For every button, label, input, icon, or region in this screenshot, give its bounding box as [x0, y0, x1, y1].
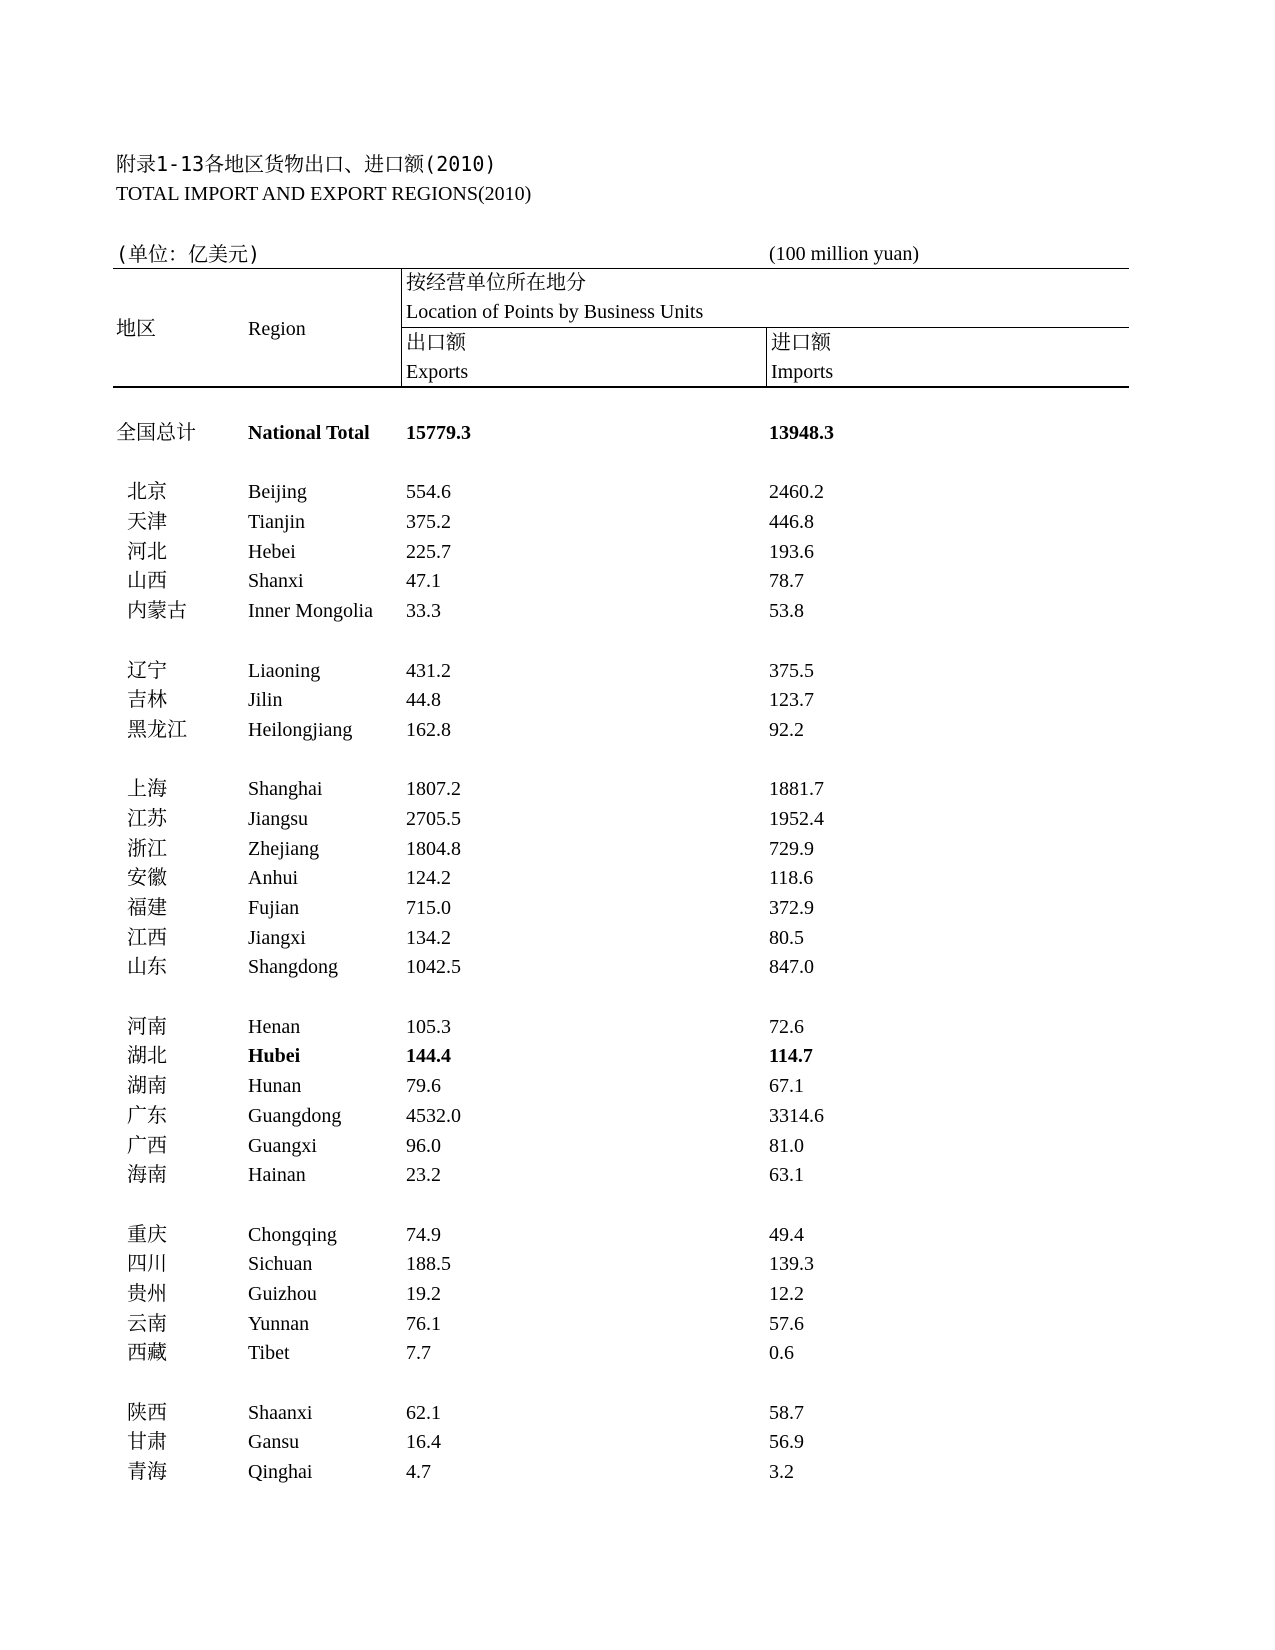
imports-value: 123.7 — [769, 689, 814, 712]
imports-value: 3314.6 — [769, 1104, 824, 1127]
region-name-chinese: 上海 — [127, 778, 167, 801]
imports-value: 12.2 — [769, 1282, 804, 1305]
exports-value: 47.1 — [406, 570, 441, 593]
region-name-english: Heilongjiang — [248, 718, 353, 741]
exports-value: 4.7 — [406, 1461, 431, 1484]
exports-value: 431.2 — [406, 659, 451, 682]
imports-value: 57.6 — [769, 1312, 804, 1335]
region-name-chinese: 黑龙江 — [127, 718, 187, 741]
exports-value: 79.6 — [406, 1075, 441, 1098]
table-row — [113, 1339, 1129, 1369]
region-name-chinese: 江苏 — [127, 807, 167, 830]
imports-value: 72.6 — [769, 1015, 804, 1038]
table-row — [113, 1428, 1129, 1458]
region-name-english: Fujian — [248, 897, 300, 919]
imports-value: 1952.4 — [769, 807, 824, 830]
region-name-chinese: 吉林 — [127, 689, 167, 712]
region-name-chinese: 西藏 — [127, 1342, 167, 1365]
exports-value: 375.2 — [406, 511, 451, 534]
region-name-english: Guangdong — [248, 1104, 342, 1127]
table-row — [113, 953, 1129, 983]
imports-value: 58.7 — [769, 1401, 804, 1424]
region-name-chinese: 陕西 — [127, 1401, 167, 1424]
region-name-chinese: 贵州 — [127, 1282, 167, 1305]
data-table — [113, 419, 1129, 1488]
header-mid-rule — [401, 327, 1129, 328]
table-row — [113, 1310, 1129, 1340]
table-row — [113, 567, 1129, 597]
imports-value: 118.6 — [769, 867, 814, 890]
header-imports-english: Imports — [771, 361, 834, 383]
exports-value: 1042.5 — [406, 956, 461, 979]
region-name-chinese: 全国总计 — [116, 422, 196, 444]
region-name-chinese: 江西 — [127, 926, 167, 949]
region-name-chinese: 山东 — [127, 956, 167, 979]
imports-value: 139.3 — [769, 1253, 814, 1276]
header-group-english: Location of Points by Business Units — [406, 301, 704, 323]
region-name-english: Shaanxi — [248, 1401, 313, 1424]
exports-value: 76.1 — [406, 1312, 441, 1335]
exports-value: 96.0 — [406, 1134, 441, 1157]
imports-value: 92.2 — [769, 718, 804, 741]
region-name-english: National Total — [248, 422, 370, 444]
header-region-chinese: 地区 — [116, 318, 156, 340]
region-name-chinese: 内蒙古 — [127, 600, 187, 623]
region-name-chinese: 广西 — [127, 1134, 167, 1157]
table-row — [113, 597, 1129, 627]
exports-value: 225.7 — [406, 540, 451, 563]
table-row-national-total — [113, 419, 1129, 449]
exports-value: 62.1 — [406, 1401, 441, 1424]
table-row — [113, 864, 1129, 894]
imports-value: 67.1 — [769, 1075, 804, 1098]
imports-value: 53.8 — [769, 600, 804, 623]
exports-value: 715.0 — [406, 897, 451, 919]
region-name-english: Shangdong — [248, 956, 338, 979]
exports-value: 74.9 — [406, 1223, 441, 1246]
region-name-english: Zhejiang — [248, 837, 320, 860]
region-name-english: Hainan — [248, 1164, 306, 1187]
region-name-english: Shanghai — [248, 778, 323, 801]
region-name-english: Jiangxi — [248, 926, 306, 949]
table-row — [113, 1250, 1129, 1280]
table-row — [113, 1221, 1129, 1251]
table-row — [113, 1458, 1129, 1488]
exports-value: 554.6 — [406, 481, 451, 504]
header-region-english: Region — [248, 318, 306, 340]
region-name-english: Tianjin — [248, 511, 306, 534]
imports-value: 372.9 — [769, 897, 814, 919]
region-name-english: Jilin — [248, 689, 283, 712]
table-row — [113, 1132, 1129, 1162]
table-row — [113, 924, 1129, 954]
table-row — [113, 657, 1129, 687]
exports-value: 16.4 — [406, 1431, 441, 1454]
table-row — [113, 538, 1129, 568]
unit-label-chinese: (单位：亿美元) — [116, 242, 261, 266]
unit-label-english: (100 million yuan) — [769, 243, 919, 265]
imports-value: 193.6 — [769, 540, 814, 563]
table-row — [113, 716, 1129, 746]
exports-value: 15779.3 — [406, 422, 471, 444]
table-row — [113, 508, 1129, 538]
header-imports-chinese: 进口额 — [771, 332, 831, 354]
exports-value: 4532.0 — [406, 1104, 461, 1127]
region-name-chinese: 北京 — [127, 481, 167, 504]
exports-value: 7.7 — [406, 1342, 431, 1365]
table-row — [113, 1013, 1129, 1043]
exports-value: 19.2 — [406, 1282, 441, 1305]
imports-value: 78.7 — [769, 570, 804, 593]
imports-value: 3.2 — [769, 1461, 794, 1484]
exports-value: 188.5 — [406, 1253, 451, 1276]
region-name-chinese: 湖北 — [127, 1045, 167, 1068]
region-name-chinese: 海南 — [127, 1164, 167, 1187]
table-row — [113, 1072, 1129, 1102]
exports-value: 105.3 — [406, 1015, 451, 1038]
table-row — [113, 1102, 1129, 1132]
exports-value: 144.4 — [406, 1045, 451, 1068]
header-divider-left — [401, 268, 402, 387]
header-bottom-rule — [113, 386, 1129, 388]
table-row — [113, 805, 1129, 835]
page-title-english: TOTAL IMPORT AND EXPORT REGIONS(2010) — [116, 183, 532, 205]
region-name-english: Henan — [248, 1015, 301, 1038]
region-name-english: Shanxi — [248, 570, 304, 593]
region-name-english: Guizhou — [248, 1282, 317, 1305]
imports-value: 1881.7 — [769, 778, 824, 801]
exports-value: 124.2 — [406, 867, 451, 890]
region-name-english: Tibet — [248, 1342, 290, 1365]
exports-value: 1807.2 — [406, 778, 461, 801]
region-name-chinese: 甘肃 — [127, 1431, 167, 1454]
region-name-chinese: 青海 — [127, 1461, 167, 1484]
exports-value: 134.2 — [406, 926, 451, 949]
region-name-english: Anhui — [248, 867, 298, 890]
header-group-chinese: 按经营单位所在地分 — [406, 272, 586, 294]
imports-value: 375.5 — [769, 659, 814, 682]
region-name-english: Chongqing — [248, 1223, 337, 1246]
table-row — [113, 1161, 1129, 1191]
imports-value: 0.6 — [769, 1342, 794, 1365]
region-name-chinese: 重庆 — [127, 1223, 167, 1246]
region-name-english: Liaoning — [248, 659, 321, 682]
imports-value: 13948.3 — [769, 422, 834, 444]
region-name-chinese: 天津 — [127, 511, 167, 534]
imports-value: 49.4 — [769, 1223, 804, 1246]
region-name-chinese: 浙江 — [127, 837, 167, 860]
region-name-english: Inner Mongolia — [248, 600, 373, 623]
table-row — [113, 686, 1129, 716]
table-row — [113, 775, 1129, 805]
region-name-chinese: 河南 — [127, 1015, 167, 1038]
header-exports-chinese: 出口额 — [406, 332, 466, 354]
exports-value: 1804.8 — [406, 837, 461, 860]
region-name-chinese: 广东 — [127, 1104, 167, 1127]
table-row — [113, 1280, 1129, 1310]
region-name-english: Jiangsu — [248, 807, 308, 830]
region-name-chinese: 山西 — [127, 570, 167, 593]
exports-value: 23.2 — [406, 1164, 441, 1187]
region-name-english: Hunan — [248, 1075, 302, 1098]
table-header — [113, 268, 1129, 388]
region-name-chinese: 四川 — [127, 1253, 167, 1276]
imports-value: 56.9 — [769, 1431, 804, 1454]
region-name-chinese: 湖南 — [127, 1075, 167, 1098]
header-divider-right — [766, 327, 767, 387]
exports-value: 162.8 — [406, 718, 451, 741]
imports-value: 80.5 — [769, 926, 804, 949]
exports-value: 2705.5 — [406, 807, 461, 830]
region-name-chinese: 云南 — [127, 1312, 167, 1335]
table-row-highlighted — [113, 1042, 1129, 1072]
table-row — [113, 478, 1129, 508]
region-name-english: Qinghai — [248, 1461, 313, 1484]
header-exports-english: Exports — [406, 361, 469, 383]
imports-value: 446.8 — [769, 511, 814, 534]
imports-value: 81.0 — [769, 1134, 804, 1157]
imports-value: 63.1 — [769, 1164, 804, 1187]
imports-value: 2460.2 — [769, 481, 824, 504]
table-row — [113, 894, 1129, 924]
region-name-english: Hebei — [248, 540, 296, 563]
region-name-english: Hubei — [248, 1045, 301, 1068]
region-name-english: Sichuan — [248, 1253, 313, 1276]
table-row — [113, 835, 1129, 865]
region-name-chinese: 河北 — [127, 540, 167, 563]
region-name-english: Guangxi — [248, 1134, 317, 1157]
imports-value: 847.0 — [769, 956, 814, 979]
region-name-english: Gansu — [248, 1431, 300, 1454]
exports-value: 33.3 — [406, 600, 441, 623]
exports-value: 44.8 — [406, 689, 441, 712]
region-name-chinese: 辽宁 — [127, 659, 167, 682]
imports-value: 114.7 — [769, 1045, 813, 1068]
region-name-english: Beijing — [248, 481, 307, 504]
imports-value: 729.9 — [769, 837, 814, 860]
header-top-rule — [113, 268, 1129, 269]
region-name-english: Yunnan — [248, 1312, 310, 1335]
region-name-chinese: 安徽 — [127, 867, 167, 890]
region-name-chinese: 福建 — [127, 897, 167, 919]
page-title-chinese: 附录1-13各地区货物出口、进口额(2010) — [116, 152, 497, 176]
table-row — [113, 1399, 1129, 1429]
